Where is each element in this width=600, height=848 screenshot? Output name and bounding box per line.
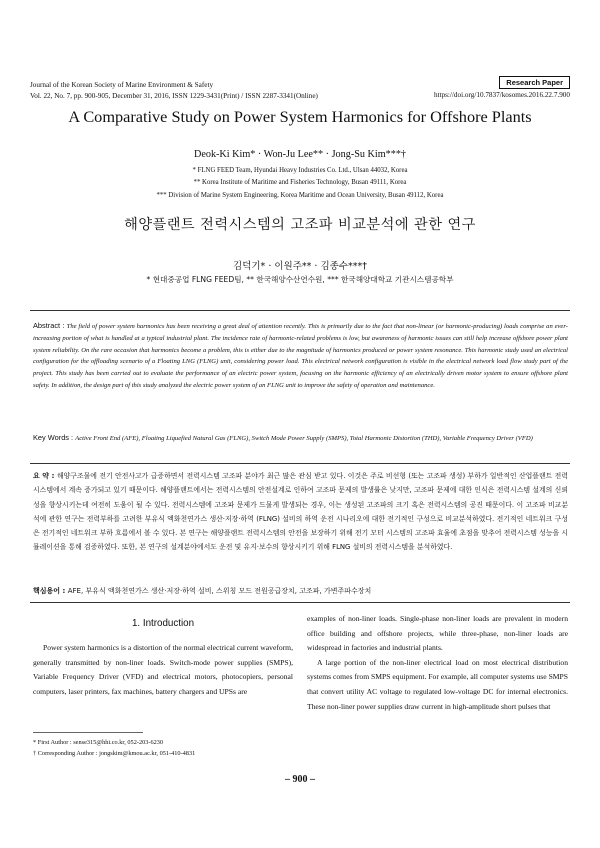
journal-name: Journal of the Korean Society of Marine Environment & Safety [30,81,214,89]
korean-keywords-label: 핵심용어 : [33,587,68,595]
abstract-label: Abstract : [33,321,67,330]
korean-author-list: 김덕기* · 이원주** · 김종수***† [233,261,367,272]
paragraph: examples of non-liner loads. Single-phase non-liner loads are prevalent in modern office building and offshore projects, while three-phase, non-liner loads are widespread in factories and industrial plants. [307,614,568,653]
abstract-text: The field of power system harmonics has been receiving a great deal of attention recently. This is primarily due to the fact that non-linear (or harmonic-producing) loads comprise an ever-increasing portion of what is handled at a typical industrial plant. The incidence rate of harmonic-related problems is low, but awareness of harmonic issues can still help increase offshore power plant system reliability. On the rare occasion that harmonics become a problem, this is either due to the magnitude of harmonics produced or power system resonance. This harmonic study used an electrical configuration for the offloading scenario of a Floating LNG (FLNG) unit, considering power load. This electrical network configuration is visible in the electrical network load flow study part of the project. This study has been carried out to evaluate the performance of an electric power system, focusing on the harmonic efficiency of an electrically driven motor system to ensure offshore plant safety. In addition, the design part of this study analyzed the electric power system of an FLNG unit to improve the safety of operation and maintenance. [33,323,568,389]
abstract-divider-rule [30,463,570,464]
korean-keywords [33,586,568,596]
journal-volume: Vol. 22, No. 7, pp. 900-905, December 31, 2016, ISSN 1229-3431(Print) / ISSN 2287-3341(Online) [30,92,318,100]
korean-abstract-text: 해양구조물에 전기 안전사고가 급증하면서 전력시스템 고조파 분야가 최근 많은 관심 받고 있다. 이것은 주로 비선형 (또는 고조파 생성) 부하가 일반적인 산업플랜트 전력시스템에서 계속 증가되고 있기 때문이다. 해양플랜트에서는 전력시스템의 안전설계로 인하여 고조파 문제의 발생률은 낮지만, 고조파 문제에 대한 인식은 전력시스템 설계의 신뢰성을 향상시키는데 여전히 도움이 될 수 있다. 전력시스템에 고조파 문제가 드물게 발생되는 경우, 이는 생성된 고조파의 크기 혹은 전력시스템의 공진 때문이다. 이 고조파 비교분석에 관한 연구는 전력부하를 고려한 부유식 액화천연가스 생산·저장·하역 (FLNG) 설비의 하역 운전 시나리오에 대한 전기적인 구성으로 비교분석하였다. 전기적인 네트워크 구성은 전기적인 네트워크 부하 흐름에서 볼 수 있다. 본 연구는 해양플랜트 전력시스템의 안전을 보장하기 위해 전기 모터 시스템의 고조파 효율에 초점을 맞추어 전력시스템 성능을 시뮬레이션을 통해 검증하였다. 또한, 본 연구의 설계분야에서도 운전 및 유지·보수의 향상시키기 위해 FLNG 설비의 전력시스템을 분석하였다. [33,472,568,552]
korean-affiliation: * 현대중공업 FLNG FEED팀, ** 한국해양수산연수원, *** 한국해양대학교 기관시스템공학부 [146,275,454,284]
footnote-corresponding-author: † Corresponding Author : jongskim@kmou.ac.kr, 051-410-4831 [33,750,196,757]
keywords-text: Active Front End (AFE), Floating Liquefied Natural Gas (FLNG), Switch Mode Power Supply (SMPS), Total Harmonic Distortion (THD), Variable Frequency Driver (VFD) [75,435,533,442]
korean-keywords-text: AFE, 부유식 액화천연가스 생산·저장·하역 설비, 스위칭 모드 전원공급장치, 고조파, 가변주파수장치 [67,587,372,595]
footnote-first-author: * First Author : sense315@hhi.co.kr, 052-203-6230 [33,739,164,746]
affiliation-1: * FLNG FEED Team, Hyundai Heavy Industries Co. Ltd., Ulsan 44032, Korea [192,167,408,174]
author-list: Deok-Ki Kim* · Won-Ju Lee** · Jong-Su Kim***† [193,149,407,160]
affiliation-2: ** Korea Institute of Maritime and Fisheries Technology, Busan 49111, Korea [193,179,407,187]
korean-abstract [33,469,568,555]
abstract [33,320,568,392]
keywords [33,432,568,445]
paragraph: A large portion of the non-liner electrical load on most electrical distribution systems comes from SMPS equipment. For example, all computer systems use SMPS that convert utility AC voltage to regulated low-voltage DC for internal electronics. These non-liner power supplies draw current in high-amplitude short pulses that [307,657,568,711]
footnote-rule [33,732,143,733]
korean-abstract-label: 요 약 : [33,472,57,480]
affiliation-3: *** Division of Marine System Engineering, Korea Maritime and Ocean University, Busan 49112, Korea [156,191,444,199]
paragraph: Power system harmonics is a distortion of the normal electrical current waveform, generally transmitted by non-liner loads. Switch-mode power supplies (SMPS), Variable Frequency Driver (VFD) and electrical motors, photocopiers, personal computers, laser printers, fax machines, battery chargers and UPSs are [33,643,293,696]
doi-link[interactable]: https://doi.org/10.7837/kosomes.2016.22.7.900 [433,91,570,99]
abstract-top-rule [30,310,570,311]
abstract-bottom-rule [30,602,570,603]
journal-info [30,80,318,102]
keywords-label: Key Words : [33,433,76,442]
footnotes [33,737,293,759]
left-column [33,641,293,699]
affiliations [0,165,600,202]
research-paper-badge: Research Paper [499,76,570,89]
section-title: 1. Introduction [131,618,195,629]
page-number: – 900 – [285,774,315,785]
korean-title: 해양플랜트 전력시스템의 고조파 비교분석에 관한 연구 [124,217,476,233]
paper-title: A Comparative Study on Power System Harmonics for Offshore Plants [68,107,532,126]
right-column [307,612,568,714]
